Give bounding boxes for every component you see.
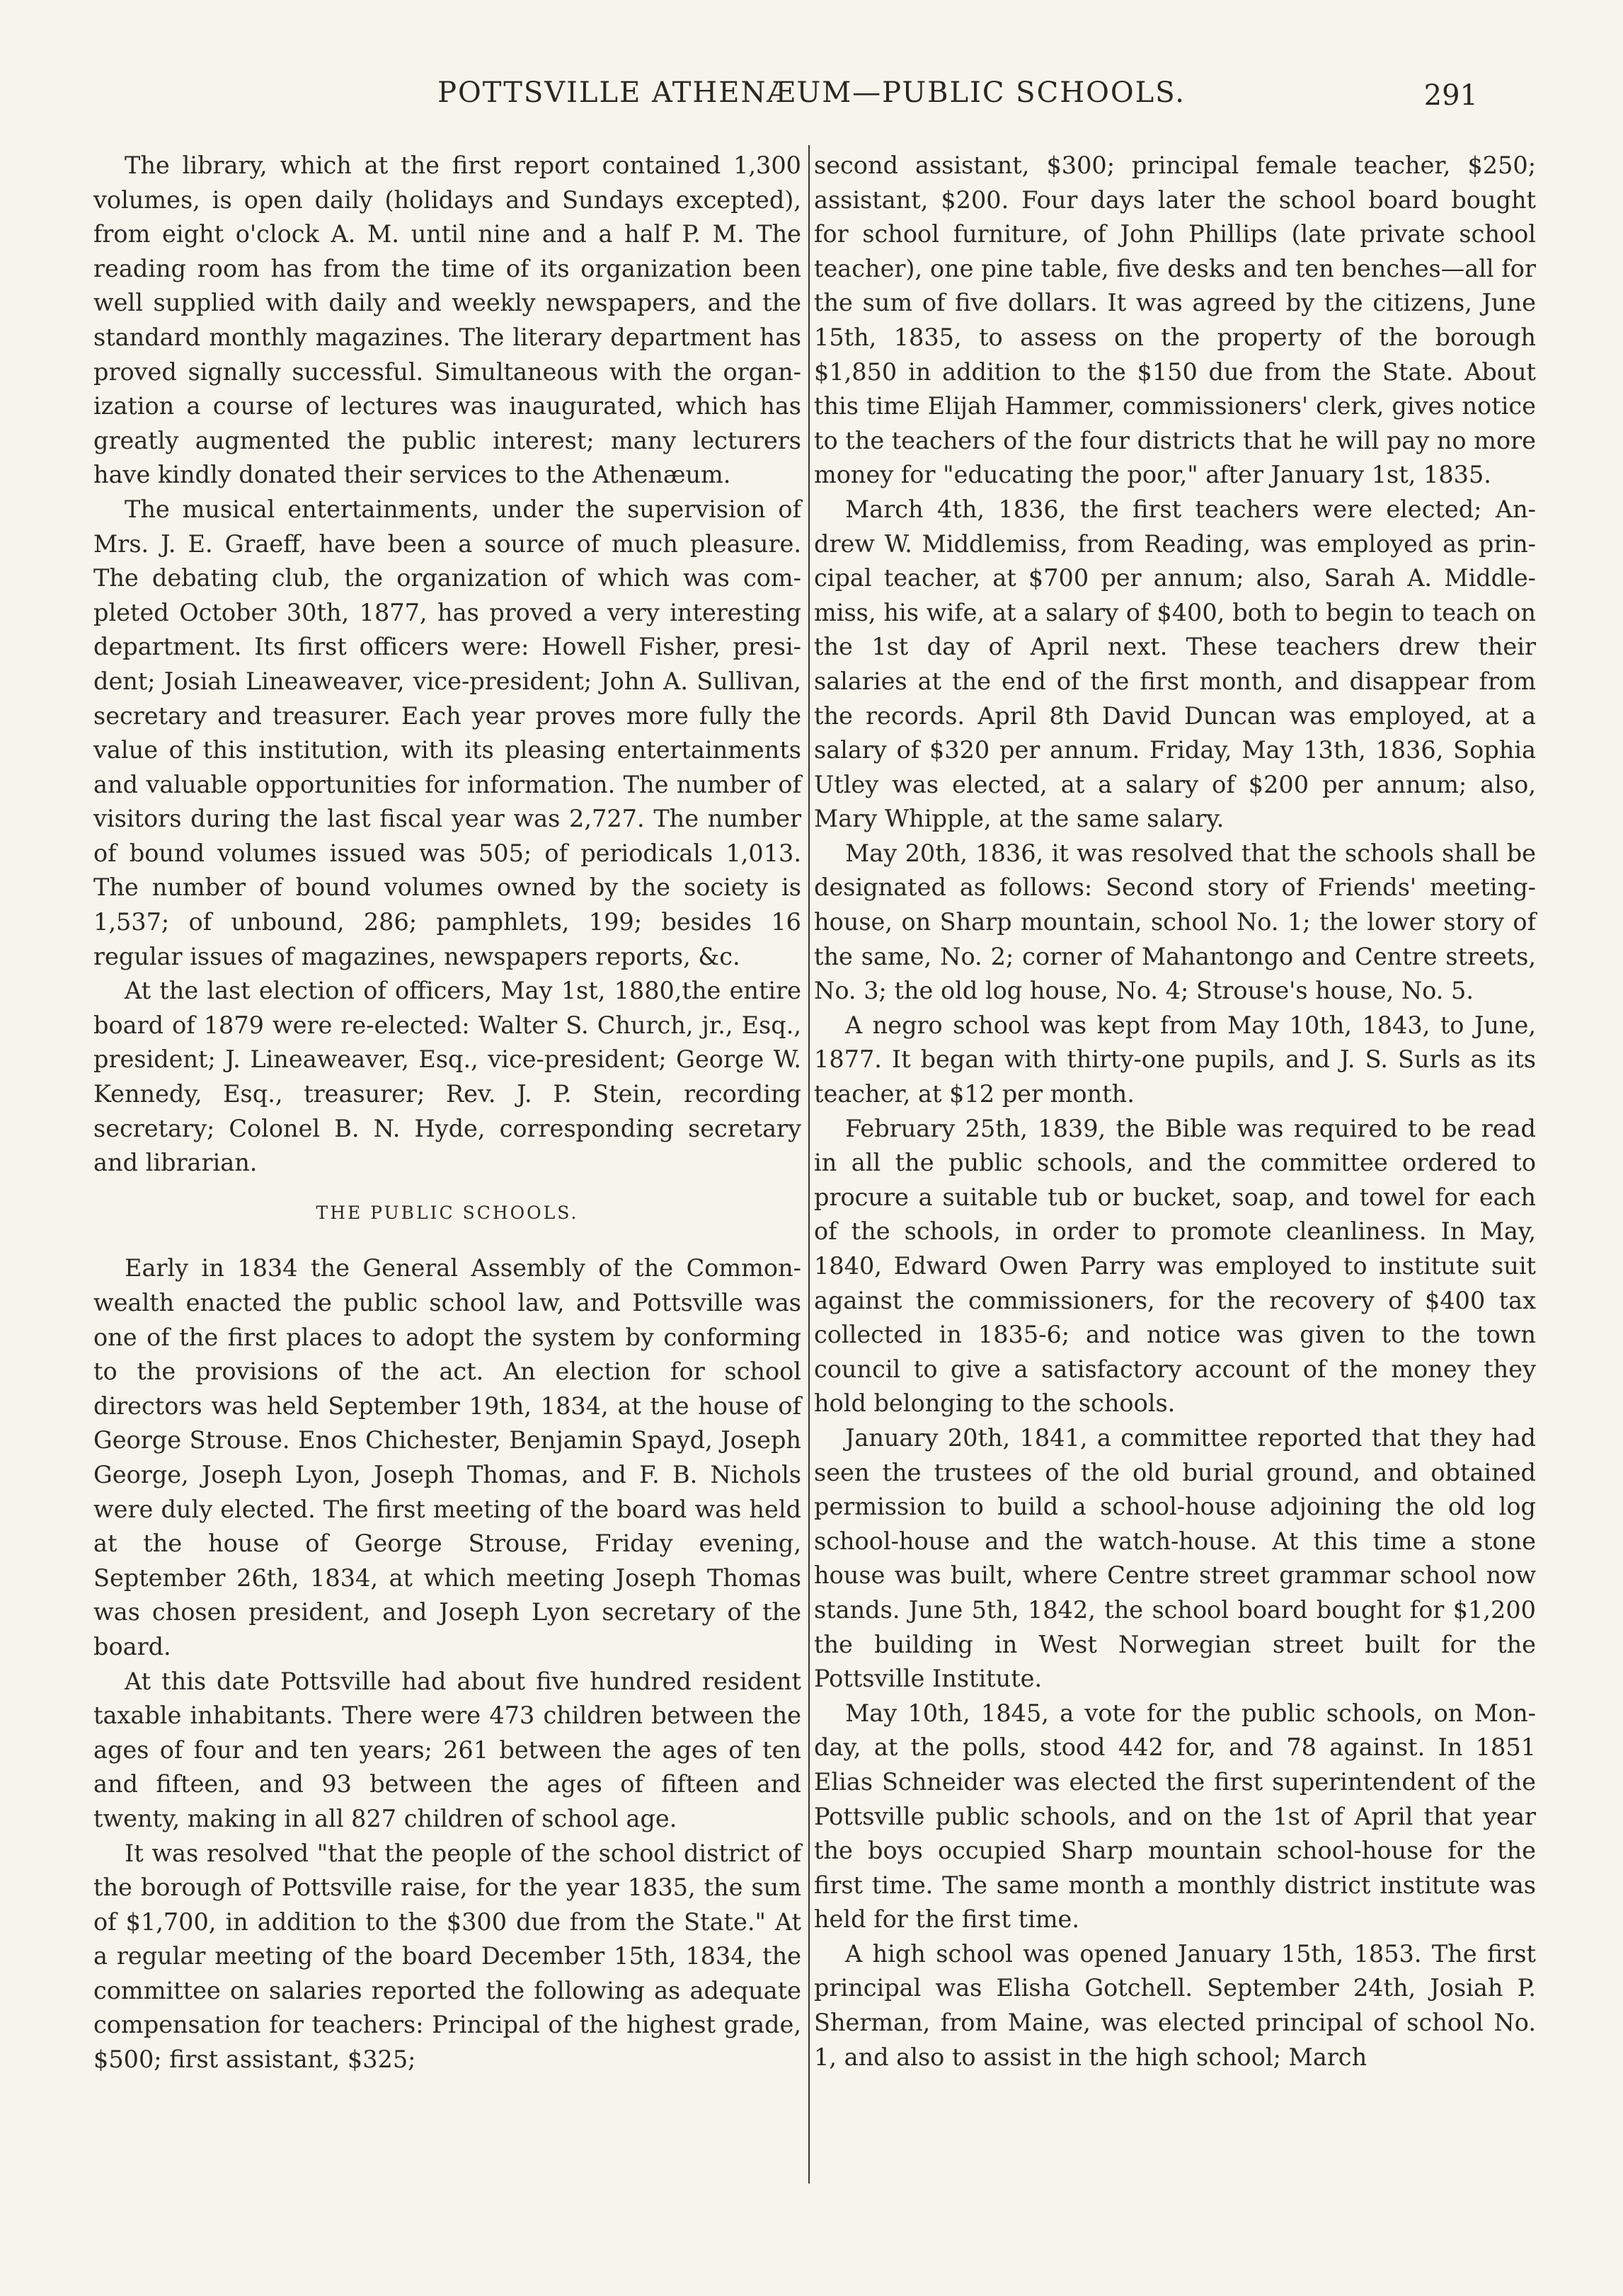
paragraph: February 25th, 1839, the Bible was required to be read in all the public schools, and the committee ordered to procure a suitable tub or bucket, soap, and towel for each of the schools, in order to promote cleanliness. In May, 1840, Edward Owen Parry was employed to institute suit against the commissioners, for the recovery of $400 tax collected in 1835-6; and notice was given to the town council to give a satisfactory account of the money they hold belonging to the schools. bbox=[814, 1114, 1536, 1418]
page-number: 291 bbox=[1423, 79, 1478, 112]
paragraph: The musical entertainments, under the supervision of Mrs. J. E. Graeff, have been a source of much pleasure. The debating club, the organization of which was completed October 30th, 1877, has proved a very interesting department. Its first officers were: Howell Fisher, president; Josiah Lineaweaver, vice-president; John A. Sullivan, secretary and treasurer. Each year proves more fully the value of this institution, with its pleasing entertainments and valuable opportunities for information. The number of visitors during the last fiscal year was 2,727. The number of bound volumes issued was 505; of periodicals 1,013. The number of bound volumes owned by the society is 1,537; of unbound, 286; pamphlets, 199; besides 16 regular issues of magazines, newspapers reports, &c. bbox=[93, 495, 801, 970]
running-head bbox=[0, 76, 1623, 119]
left-column bbox=[93, 149, 801, 2077]
column-divider bbox=[808, 145, 810, 2183]
paragraph: March 4th, 1836, the first teachers were elected; Andrew W. Middlemiss, from Reading, was employed as principal teacher, at $700 per annum; also, Sarah A. Middlemiss, his wife, at a salary of $400, both to begin to teach on the 1st day of April next. These teachers drew their salaries at the end of the first month, and disappear from the records. April 8th David Duncan was employed, at a salary of $320 per annum. Friday, May 13th, 1836, Sophia Utley was elected, at a salary of $200 per annum; also, Mary Whipple, at the same salary. bbox=[814, 495, 1536, 833]
paragraph: A high school was opened January 15th, 1853. The first principal was Elisha Gotchell. September 24th, Josiah P. Sherman, from Maine, was elected principal of school No. 1, and also to assist in the high school; March bbox=[814, 1939, 1536, 2071]
paragraph: May 20th, 1836, it was resolved that the schools shall be designated as follows: Second story of Friends' meeting-house, on Sharp mountain, school No. 1; the lower story of the same, No. 2; corner of Mahantongo and Centre streets, No. 3; the old log house, No. 4; Strouse's house, No. 5. bbox=[814, 839, 1536, 1005]
paragraph: second assistant, $300; principal female teacher, $250; assistant, $200. Four days later the school board bought for school furniture, of John Phillips (late private school teacher), one pine table, five desks and ten benches—all for the sum of five dollars. It was agreed by the citizens, June 15th, 1835, to assess on the property of the borough $1,850 in addition to the $150 due from the State. About this time Elijah Hammer, commissioners' clerk, gives notice to the teachers of the four districts that he will pay no more money for "educating the poor," after January 1st, 1835. bbox=[814, 151, 1536, 489]
paragraph: The library, which at the first report contained 1,300 volumes, is open daily (holidays and Sundays excepted), from eight o'clock A. M. until nine and a half P. M. The reading room has from the time of its organization been well supplied with daily and weekly newspapers, and the standard monthly magazines. The literary department has proved signally successful. Simultaneous with the organization a course of lectures was inaugurated, which has greatly augmented the public interest; many lecturers have kindly donated their services to the Athenæum. bbox=[93, 151, 801, 489]
paragraph: It was resolved "that the people of the school district of the borough of Pottsville raise, for the year 1835, the sum of $1,700, in addition to the $300 due from the State." At a regular meeting of the board December 15th, 1834, the committee on salaries reported the following as adequate compensation for teachers: Principal of the highest grade, $500; first assistant, $325; bbox=[93, 1839, 801, 2074]
paragraph: At this date Pottsville had about five hundred resident taxable inhabitants. There were 473 children between the ages of four and ten years; 261 between the ages of ten and fifteen, and 93 between the ages of fifteen and twenty, making in all 827 children of school age. bbox=[93, 1667, 801, 1832]
paragraph: At the last election of officers, May 1st, 1880,the entire board of 1879 were re-elected: Walter S. Church, jr., Esq., president; J. Lineaweaver, Esq., vice-president; George W. Kennedy, Esq., treasurer; Rev. J. P. Stein, recording secretary; Colonel B. N. Hyde, corresponding secretary and librarian. bbox=[93, 977, 801, 1177]
right-column bbox=[814, 149, 1536, 2074]
section-heading: THE PUBLIC SCHOOLS. bbox=[316, 1202, 579, 1223]
paragraph: January 20th, 1841, a committee reported that they had seen the trustees of the old burial ground, and obtained permission to build a school-house adjoining the old log school-house and the watch-house. At this time a stone house was built, where Centre street grammar school now stands. June 5th, 1842, the school board bought for $1,200 the building in West Norwegian street built for the Pottsville Institute. bbox=[814, 1423, 1536, 1693]
paragraph: May 10th, 1845, a vote for the public schools, on Monday, at the polls, stood 442 for, and 78 against. In 1851 Elias Schneider was elected the first superintendent of the Pottsville public schools, and on the 1st of April that year the boys occupied Sharp mountain school-house for the first time. The same month a monthly district institute was held for the first time. bbox=[814, 1699, 1536, 1934]
page-title: POTTSVILLE ATHENÆUM—PUBLIC SCHOOLS. bbox=[437, 76, 1186, 109]
paragraph: A negro school was kept from May 10th, 1843, to June, 1877. It began with thirty-one pupils, and J. S. Surls as its teacher, at $12 per month. bbox=[814, 1011, 1536, 1108]
paragraph: Early in 1834 the General Assembly of the Commonwealth enacted the public school law, and Pottsville was one of the first places to adopt the system by conforming to the provisions of the act. An election for school directors was held September 19th, 1834, at the house of George Strouse. Enos Chichester, Benjamin Spayd, Joseph George, Joseph Lyon, Joseph Thomas, and F. B. Nichols were duly elected. The first meeting of the board was held at the house of George Strouse, Friday evening, September 26th, 1834, at which meeting Joseph Thomas was chosen president, and Joseph Lyon secretary of the board. bbox=[93, 1254, 801, 1660]
